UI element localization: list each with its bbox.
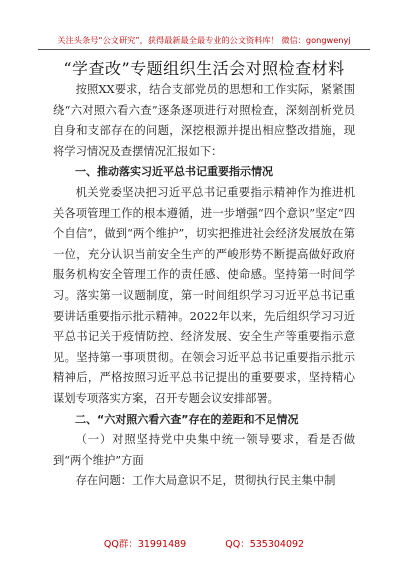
issue-paragraph: 存在问题：工作大局意识不足，贯彻执行民主集中制 — [75, 474, 336, 488]
footer-qq: QQ：535304092 — [225, 539, 305, 550]
section-2-heading: 二、“六对照六看六查”存在的差距和不足情况 — [75, 412, 299, 426]
footer-qq-group: QQ群：31991489 — [103, 539, 187, 550]
document-title: “学查改”专题组织生活会对照检查材料 — [63, 59, 345, 78]
subsection-1-heading: （一）对照坚持党中央集中统一领导要求，看是否做到“两个维护”方面 — [53, 433, 355, 467]
section-1-paragraph: 机关党委坚决把习近平总书记重要指示精神作为推进机关各项管理工作的根本遵循，进一步增强“四个意识”坚定“四个自信”，做到“两个维护”，切实把推进社会经济发展放在第一位，充分认识当前安全生产的严峻形势不断提高做好政府服务机构安全管理工作的责任感、使命感。坚持第一时间学习。落实第一议题制度，第一时间组织学习习近平总书记重要讲话重要指示批示精神。2022年以来，先后组织学习习近平总书记关于疫情防控、经济发展、安全生产等重要指示意见。坚持第一事项贯彻。在领会习近平总书记重要指示批示精神后，严格按照习近平总书记提出的重要要求，坚持精心谋划专项落实方案，召开专题会议安排部署。 — [53, 185, 355, 405]
intro-paragraph: 按照XX要求，结合支部党员的思想和工作实际，紧紧围绕“六对照六看六查”逐条逐项进行对照检查，深刻剖析党员自身和支部存在的问题，深挖根源并提出相应整改措施，现将学习情况及查摆情况汇报如下： — [53, 83, 355, 158]
document-body — [53, 80, 355, 492]
header-banner: 关注头条号“公文研究”，获得最新最全最专业的公文资料库！ 微信：gongwenyj — [38, 35, 370, 50]
section-1-heading: 一、推动落实习近平总书记重要指示情况 — [75, 165, 273, 179]
footer-contact — [0, 536, 408, 550]
